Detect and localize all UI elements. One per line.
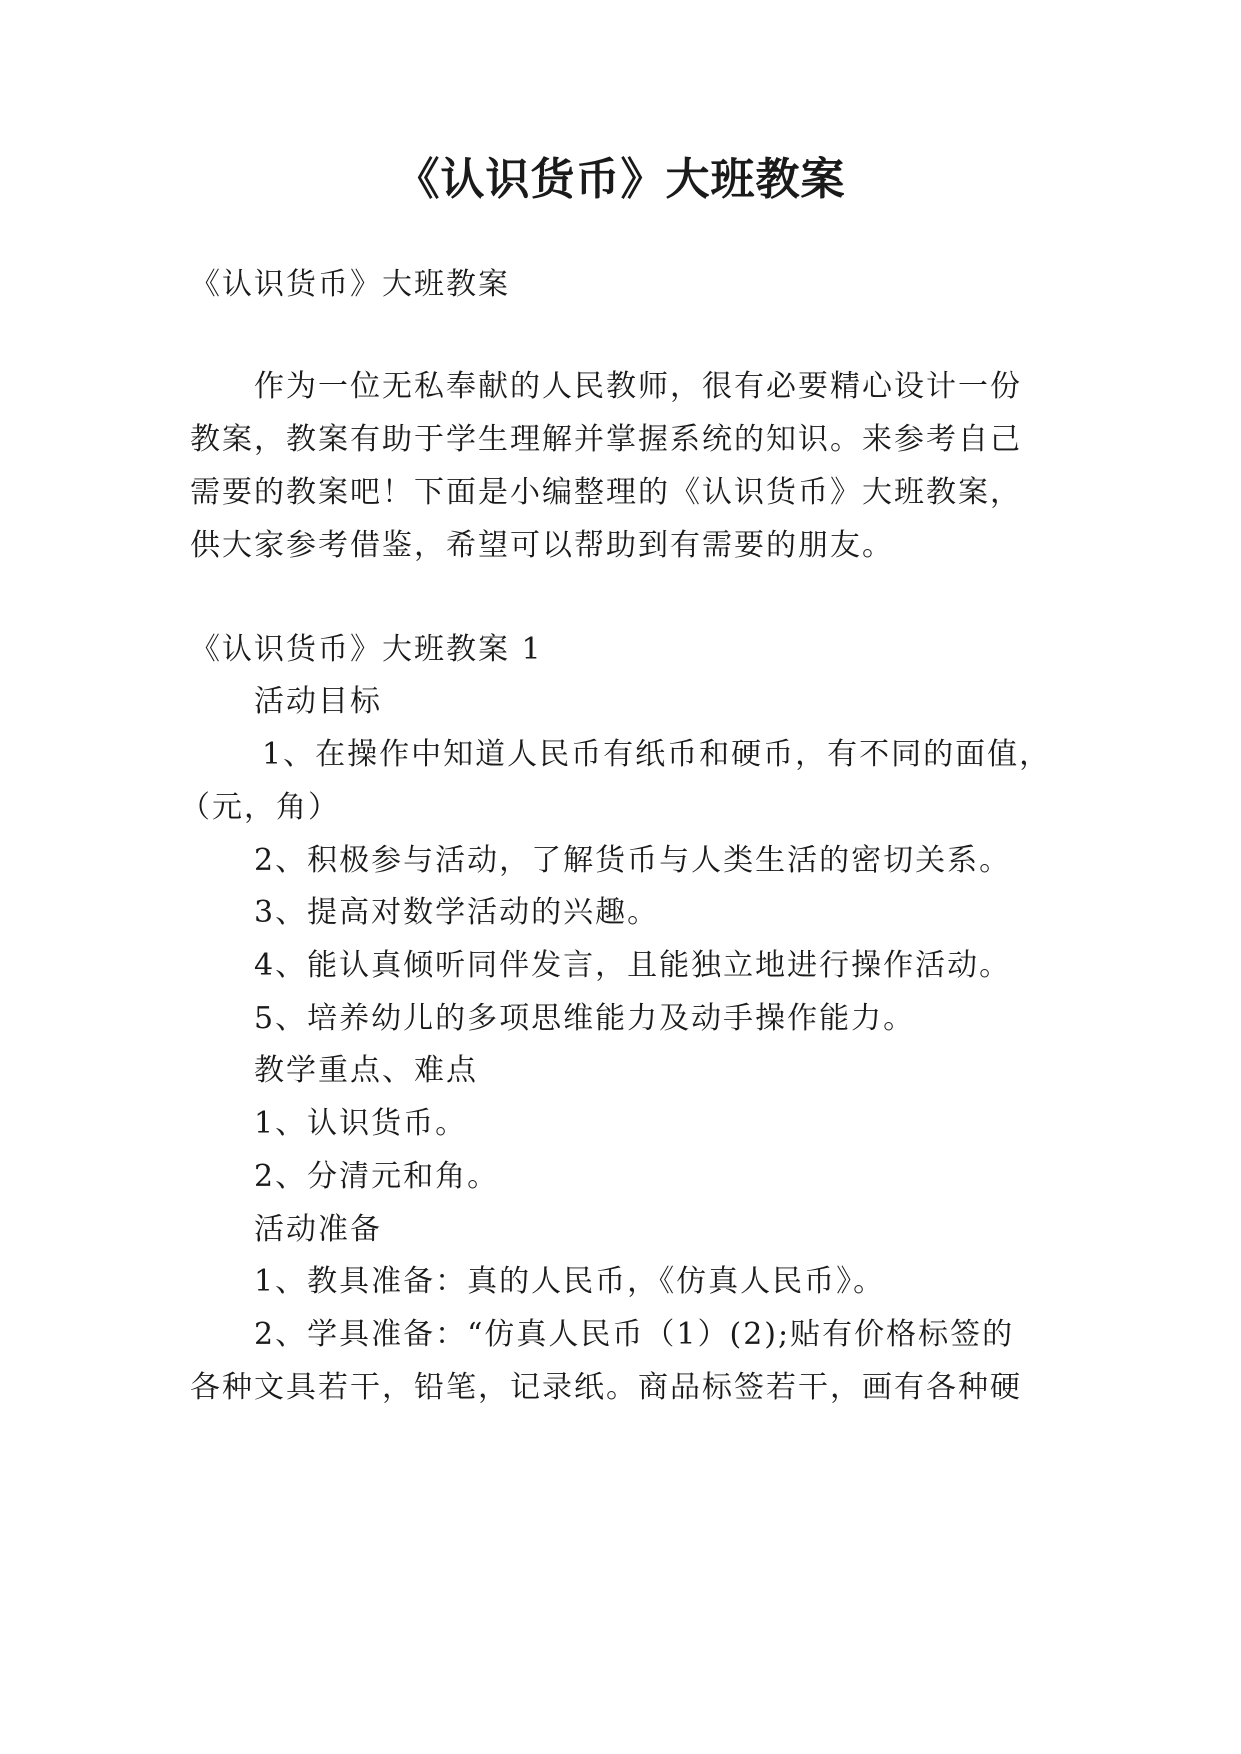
goal-item: 5、培养幼儿的多项思维能力及动手操作能力。 <box>254 1001 916 1036</box>
section-title: 《认识货币》大班教案 1 <box>190 632 543 667</box>
intro-line: 需要的教案吧！下面是小编整理的《认识货币》大班教案， <box>190 475 1022 510</box>
preparation-item: 2、学具准备：“仿真人民币（1）(2);贴有价格标签的 <box>254 1317 1015 1352</box>
goals-heading: 活动目标 <box>254 684 382 719</box>
preparation-item: 1、教具准备：真的人民币，《仿真人民币》。 <box>254 1264 886 1299</box>
goal-item: （元，角） <box>180 790 340 825</box>
key-point-item: 2、分清元和角。 <box>254 1159 500 1194</box>
key-point-item: 1、认识货币。 <box>254 1106 468 1141</box>
goal-item: 4、能认真倾听同伴发言，且能独立地进行操作活动。 <box>254 948 1012 983</box>
key-points-heading: 教学重点、难点 <box>254 1053 478 1088</box>
intro-line: 教案，教案有助于学生理解并掌握系统的知识。来参考自己 <box>190 422 1022 457</box>
goal-item: 2、积极参与活动，了解货币与人类生活的密切关系。 <box>254 843 1012 878</box>
intro-line: 供大家参考借鉴，希望可以帮助到有需要的朋友。 <box>190 528 894 563</box>
document-title: 《认识货币》大班教案 <box>395 154 846 205</box>
preparation-heading: 活动准备 <box>254 1212 382 1247</box>
document-subtitle: 《认识货币》大班教案 <box>190 267 510 302</box>
preparation-item: 各种文具若干，铅笔，记录纸。商品标签若干，画有各种硬 <box>190 1370 1022 1405</box>
goal-item: 3、提高对数学活动的兴趣。 <box>254 895 660 930</box>
goal-item: 1、在操作中知道人民币有纸币和硬币，有不同的面值， <box>262 737 1052 772</box>
intro-line: 作为一位无私奉献的人民教师，很有必要精心设计一份 <box>254 369 1022 404</box>
